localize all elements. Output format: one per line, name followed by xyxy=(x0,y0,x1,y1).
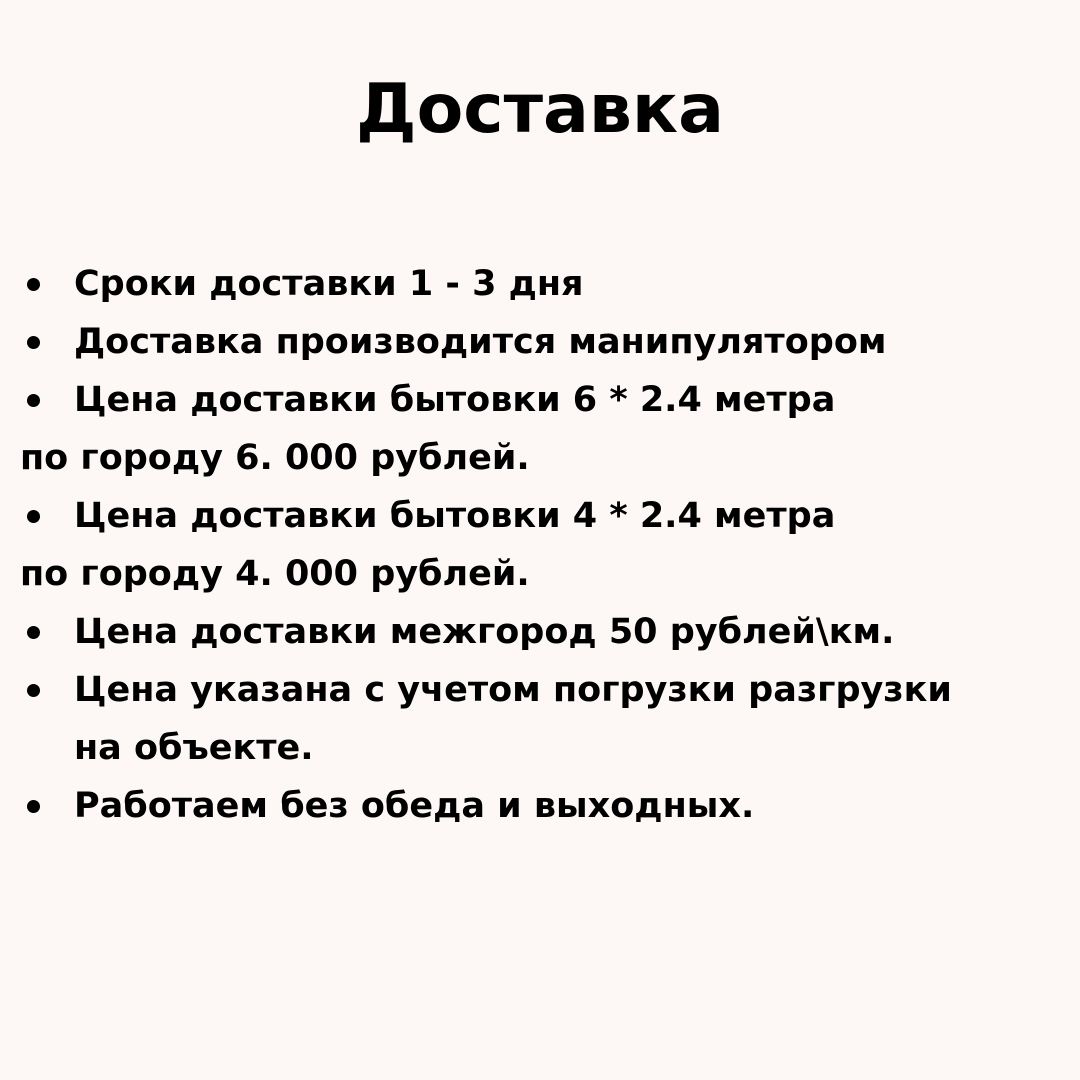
list-item-text: на объекте. xyxy=(74,728,314,768)
list-item-text: по городу 6. 000 рублей. xyxy=(20,438,530,478)
bullet-icon xyxy=(27,278,40,291)
bullet-icon xyxy=(27,684,40,697)
list-item-text: Сроки доставки 1 - 3 дня xyxy=(74,264,584,304)
list-item-text: Доставка производится манипулятором xyxy=(74,322,887,362)
list-item xyxy=(0,255,1080,313)
page-title: Доставка xyxy=(356,70,724,149)
bullet-icon xyxy=(27,626,40,639)
list-item-text: Цена доставки бытовки 4 * 2.4 метра xyxy=(74,496,836,536)
list-item xyxy=(0,313,1080,371)
list-item-continuation xyxy=(0,545,1080,603)
list-item-continuation xyxy=(0,429,1080,487)
list-item xyxy=(0,603,1080,661)
list-item xyxy=(0,777,1080,835)
delivery-info-list xyxy=(0,255,1080,835)
list-item xyxy=(0,371,1080,429)
list-item-text: по городу 4. 000 рублей. xyxy=(20,554,530,594)
bullet-icon xyxy=(27,336,40,349)
list-item xyxy=(0,487,1080,545)
list-item xyxy=(0,661,1080,719)
list-item-text: Работаем без обеда и выходных. xyxy=(74,786,755,826)
bullet-icon xyxy=(27,510,40,523)
bullet-icon xyxy=(27,394,40,407)
bullet-icon xyxy=(27,800,40,813)
list-item-text: Цена доставки межгород 50 рублей\км. xyxy=(74,612,895,652)
list-item-continuation xyxy=(0,719,1080,777)
list-item-text: Цена доставки бытовки 6 * 2.4 метра xyxy=(74,380,836,420)
list-item-text: Цена указана с учетом погрузки разгрузки xyxy=(74,670,952,710)
